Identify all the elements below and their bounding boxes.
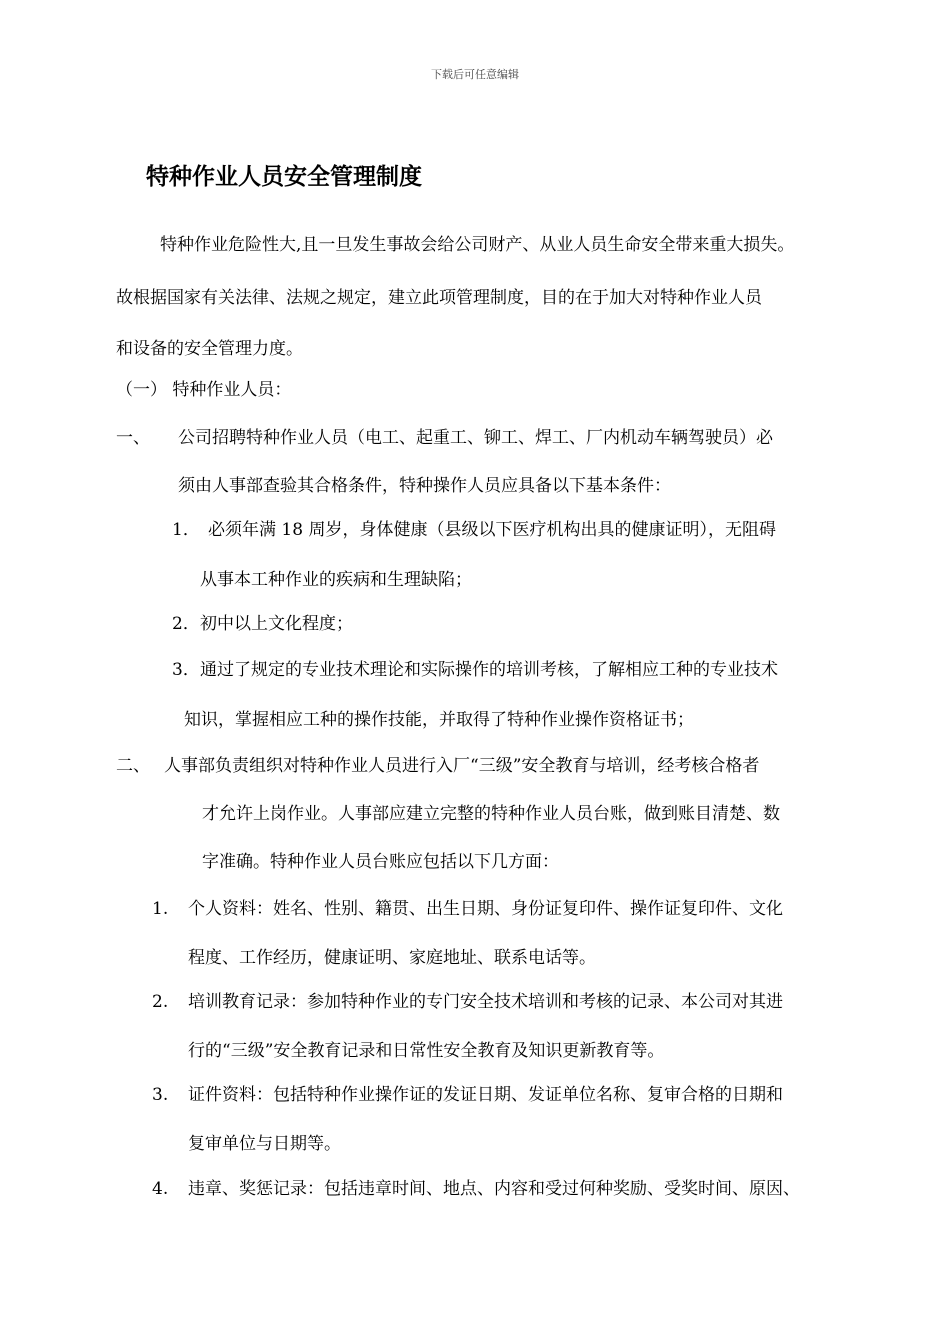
item1-sub3-line-1: 通过了规定的专业技术理论和实际操作的培训考核，了解相应工种的专业技术 <box>200 660 778 680</box>
item2-sub1-line-1: 个人资料：姓名、性别、籍贯、出生日期、身份证复印件、操作证复印件、文化 <box>188 899 783 919</box>
page-header: 下载后可任意编辑 <box>431 68 519 81</box>
item2-line-1: 人事部负责组织对特种作业人员进行入厂“三级”安全教育与培训，经考核合格者 <box>164 756 760 776</box>
item1-sub1-marker: 1． <box>172 520 200 540</box>
intro-line-3: 和设备的安全管理力度。 <box>116 339 303 359</box>
item2-line-3: 字准确。特种作业人员台账应包括以下几方面： <box>202 852 559 872</box>
item2-sub4-marker: 4. <box>152 1179 169 1199</box>
section-heading: （一） 特种作业人员： <box>116 380 292 400</box>
item1-sub3-marker: 3． <box>172 660 200 680</box>
item2-sub3-marker: 3. <box>152 1085 169 1105</box>
document-title: 特种作业人员安全管理制度 <box>146 164 422 190</box>
intro-line-2: 故根据国家有关法律、法规之规定，建立此项管理制度，目的在于加大对特种作业人员 <box>116 288 762 308</box>
item2-sub2-line-1: 培训教育记录：参加特种作业的专门安全技术培训和考核的记录、本公司对其进 <box>188 992 783 1012</box>
item2-sub3-line-2: 复审单位与日期等。 <box>188 1134 341 1154</box>
item2-sub1-marker: 1. <box>152 899 169 919</box>
item2-sub4-line-1: 违章、奖惩记录：包括违章时间、地点、内容和受过何种奖励、受奖时间、原因、 <box>188 1179 800 1199</box>
item2-sub1-line-2: 程度、工作经历，健康证明、家庭地址、联系电话等。 <box>188 948 596 968</box>
item1-line-2: 须由人事部查验其合格条件，特种操作人员应具备以下基本条件： <box>178 476 671 496</box>
item2-marker: 二、 <box>116 756 150 776</box>
item1-sub2-line-1: 初中以上文化程度； <box>200 614 353 634</box>
item1-sub1-line-1: 必须年满 18 周岁，身体健康（县级以下医疗机构出具的健康证明），无阻碍 <box>208 520 776 540</box>
item1-sub2-marker: 2． <box>172 614 200 634</box>
item2-sub2-marker: 2. <box>152 992 169 1012</box>
item2-line-2: 才允许上岗作业。人事部应建立完整的特种作业人员台账，做到账目清楚、数 <box>202 804 780 824</box>
item1-sub3-line-2: 知识，掌握相应工种的操作技能，并取得了特种作业操作资格证书； <box>184 710 694 730</box>
item1-line-1: 公司招聘特种作业人员（电工、起重工、铆工、焊工、厂内机动车辆驾驶员）必 <box>178 428 773 448</box>
item1-sub1-line-2: 从事本工种作业的疾病和生理缺陷； <box>200 570 472 590</box>
item2-sub2-line-2: 行的“三级”安全教育记录和日常性安全教育及知识更新教育等。 <box>188 1041 665 1061</box>
item2-sub3-line-1: 证件资料：包括特种作业操作证的发证日期、发证单位名称、复审合格的日期和 <box>188 1085 783 1105</box>
intro-line-1: 特种作业危险性大,且一旦发生事故会给公司财产、从业人员生命安全带来重大损失。 <box>160 235 795 255</box>
item1-marker: 一、 <box>116 428 150 448</box>
